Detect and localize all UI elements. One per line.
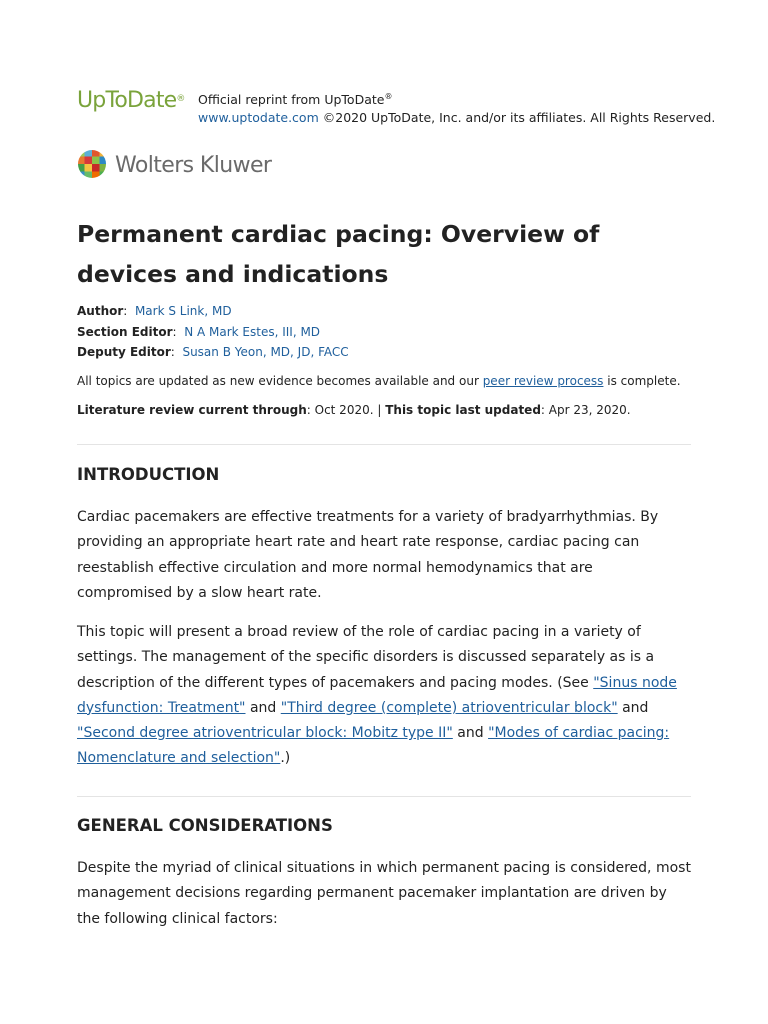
link-sinus-node-dysfunction[interactable]: "Sinus node dysfunction: Treatment" — [77, 674, 677, 716]
reprint-header — [77, 86, 716, 126]
update-note: All topics are updated as new evidence becomes available and our peer review process is complete. — [77, 374, 681, 388]
article-credits — [77, 301, 697, 363]
peer-review-link[interactable]: peer review process — [482, 374, 604, 388]
general-considerations-heading: GENERAL CONSIDERATIONS — [77, 816, 333, 835]
copyright-text: ©2020 UpToDate, Inc. and/or its affiliates. All Rights Reserved. — [322, 110, 716, 126]
introduction-heading: INTRODUCTION — [77, 465, 220, 484]
general-paragraph-1: Despite the myriad of clinical situations in which permanent pacing is considered, most management decisions regarding permanent pacemaker implantation are driven by the following clinical factors: — [77, 860, 691, 927]
reprint-line: Official reprint from UpToDate — [198, 92, 385, 108]
author-row: Author: Mark S Link, MD — [77, 304, 232, 318]
uptodate-logo: UpToDate® — [77, 88, 185, 113]
divider — [77, 796, 691, 797]
link-second-degree-av-block[interactable]: "Second degree atrioventricular block: Mobitz type II" — [77, 725, 453, 742]
article-title: Permanent cardiac pacing: Overview of devices and indications — [77, 220, 600, 288]
link-third-degree-av-block[interactable]: "Third degree (complete) atrioventricular block" — [280, 699, 618, 716]
deputy-editor-link[interactable]: Susan B Yeon, MD, JD, FACC — [182, 345, 349, 359]
link-modes-of-cardiac-pacing[interactable]: "Modes of cardiac pacing: Nomenclature and selection" — [77, 725, 670, 767]
uptodate-site-link[interactable]: www.uptodate.com — [198, 110, 319, 126]
divider — [77, 444, 691, 445]
author-link[interactable]: Mark S Link, MD — [134, 304, 232, 318]
intro-paragraph-2: This topic will present a broad review of the role of cardiac pacing in a variety of settings. The management of the specific disorders is discussed separately as is a description of the different types of pacemakers and pacing modes. (See "Sinus node dysfunction: Treatment" and "Third degree (complete) atrioventricular block" and "Second degree atrioventricular block: Mobitz type II" and "Modes of cardiac pacing: Nomenclature and selection".) — [77, 624, 677, 767]
section-editor-row: Section Editor: N A Mark Estes, III, MD — [77, 324, 321, 339]
wolters-kluwer-name: Wolters Kluwer — [115, 153, 272, 178]
deputy-editor-row: Deputy Editor: Susan B Yeon, MD, JD, FACC — [77, 345, 349, 359]
intro-paragraph-1: Cardiac pacemakers are effective treatments for a variety of bradyarrhythmias. By providing an appropriate heart rate and heart rate response, cardiac pacing can reestablish effective circulation and more normal hemodynamics that are compromised by a slow heart rate. — [77, 509, 659, 601]
section-editor-link[interactable]: N A Mark Estes, III, MD — [184, 324, 321, 339]
wolters-kluwer-logo — [77, 149, 337, 181]
reprint-notice: Official reprint from UpToDate® www.uptodate.com ©2020 UpToDate, Inc. and/or its affiliates. All Rights Reserved. — [198, 92, 716, 126]
wolters-kluwer-globe-icon — [77, 149, 107, 179]
review-dates: Literature review current through: Oct 2020. | This topic last updated: Apr 23, 2020. — [77, 403, 631, 417]
